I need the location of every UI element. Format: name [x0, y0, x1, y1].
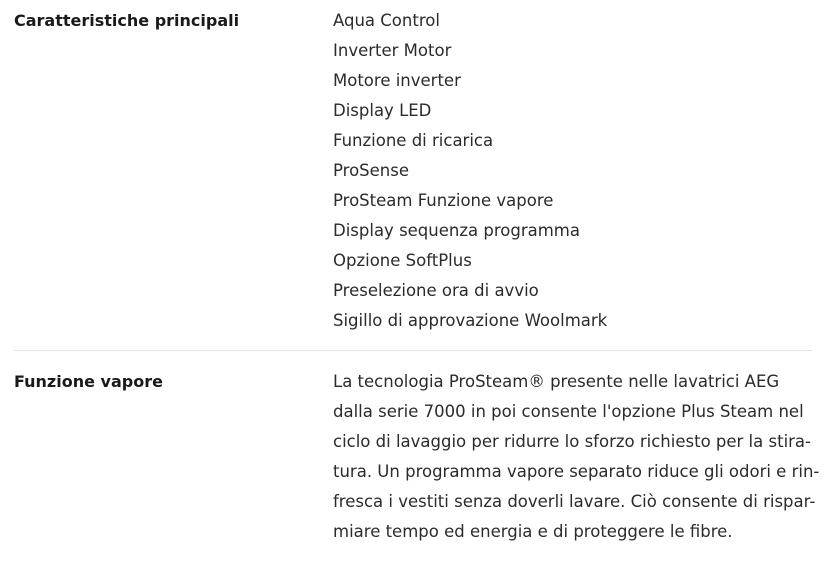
description-line: La tecnologia ProSteam® presente nelle lavatrici AEG — [333, 372, 780, 391]
feature-item: Preselezione ora di avvio — [333, 281, 539, 300]
feature-item: Display sequenza programma — [333, 221, 580, 240]
feature-item: Opzione SoftPlus — [333, 251, 472, 270]
feature-item: ProSense — [333, 161, 410, 180]
description-line: fresca i vestiti senza doverli lavare. Ciò consente di rispar- — [333, 492, 816, 511]
spec-row-main-features — [14, 0, 812, 350]
description-line: tura. Un programma vapore separato riduce gli odori e rin- — [333, 462, 820, 481]
feature-list — [333, 6, 812, 336]
feature-item: Aqua Control — [333, 11, 440, 30]
spec-value-steam-function — [333, 367, 819, 547]
description-line: ciclo di lavaggio per ridurre lo sforzo richiesto per la stira- — [333, 432, 812, 451]
feature-item: Inverter Motor — [333, 41, 452, 60]
feature-item: Motore inverter — [333, 71, 461, 90]
spec-label-steam-function: Funzione vapore — [14, 372, 163, 391]
description-line: dalla serie 7000 in poi consente l'opzione Plus Steam nel — [333, 402, 804, 421]
specifications-table — [14, 0, 820, 547]
feature-item: ProSteam Funzione vapore — [333, 191, 554, 210]
spec-label-main-features: Caratteristiche principali — [14, 11, 240, 30]
feature-item: Sigillo di approvazione Woolmark — [333, 311, 608, 330]
feature-item: Display LED — [333, 101, 432, 120]
spec-row-steam-function — [14, 351, 820, 547]
description-line: miare tempo ed energia e di proteggere le fibre. — [333, 522, 733, 541]
feature-item: Funzione di ricarica — [333, 131, 494, 150]
spec-value-main-features — [333, 6, 812, 336]
